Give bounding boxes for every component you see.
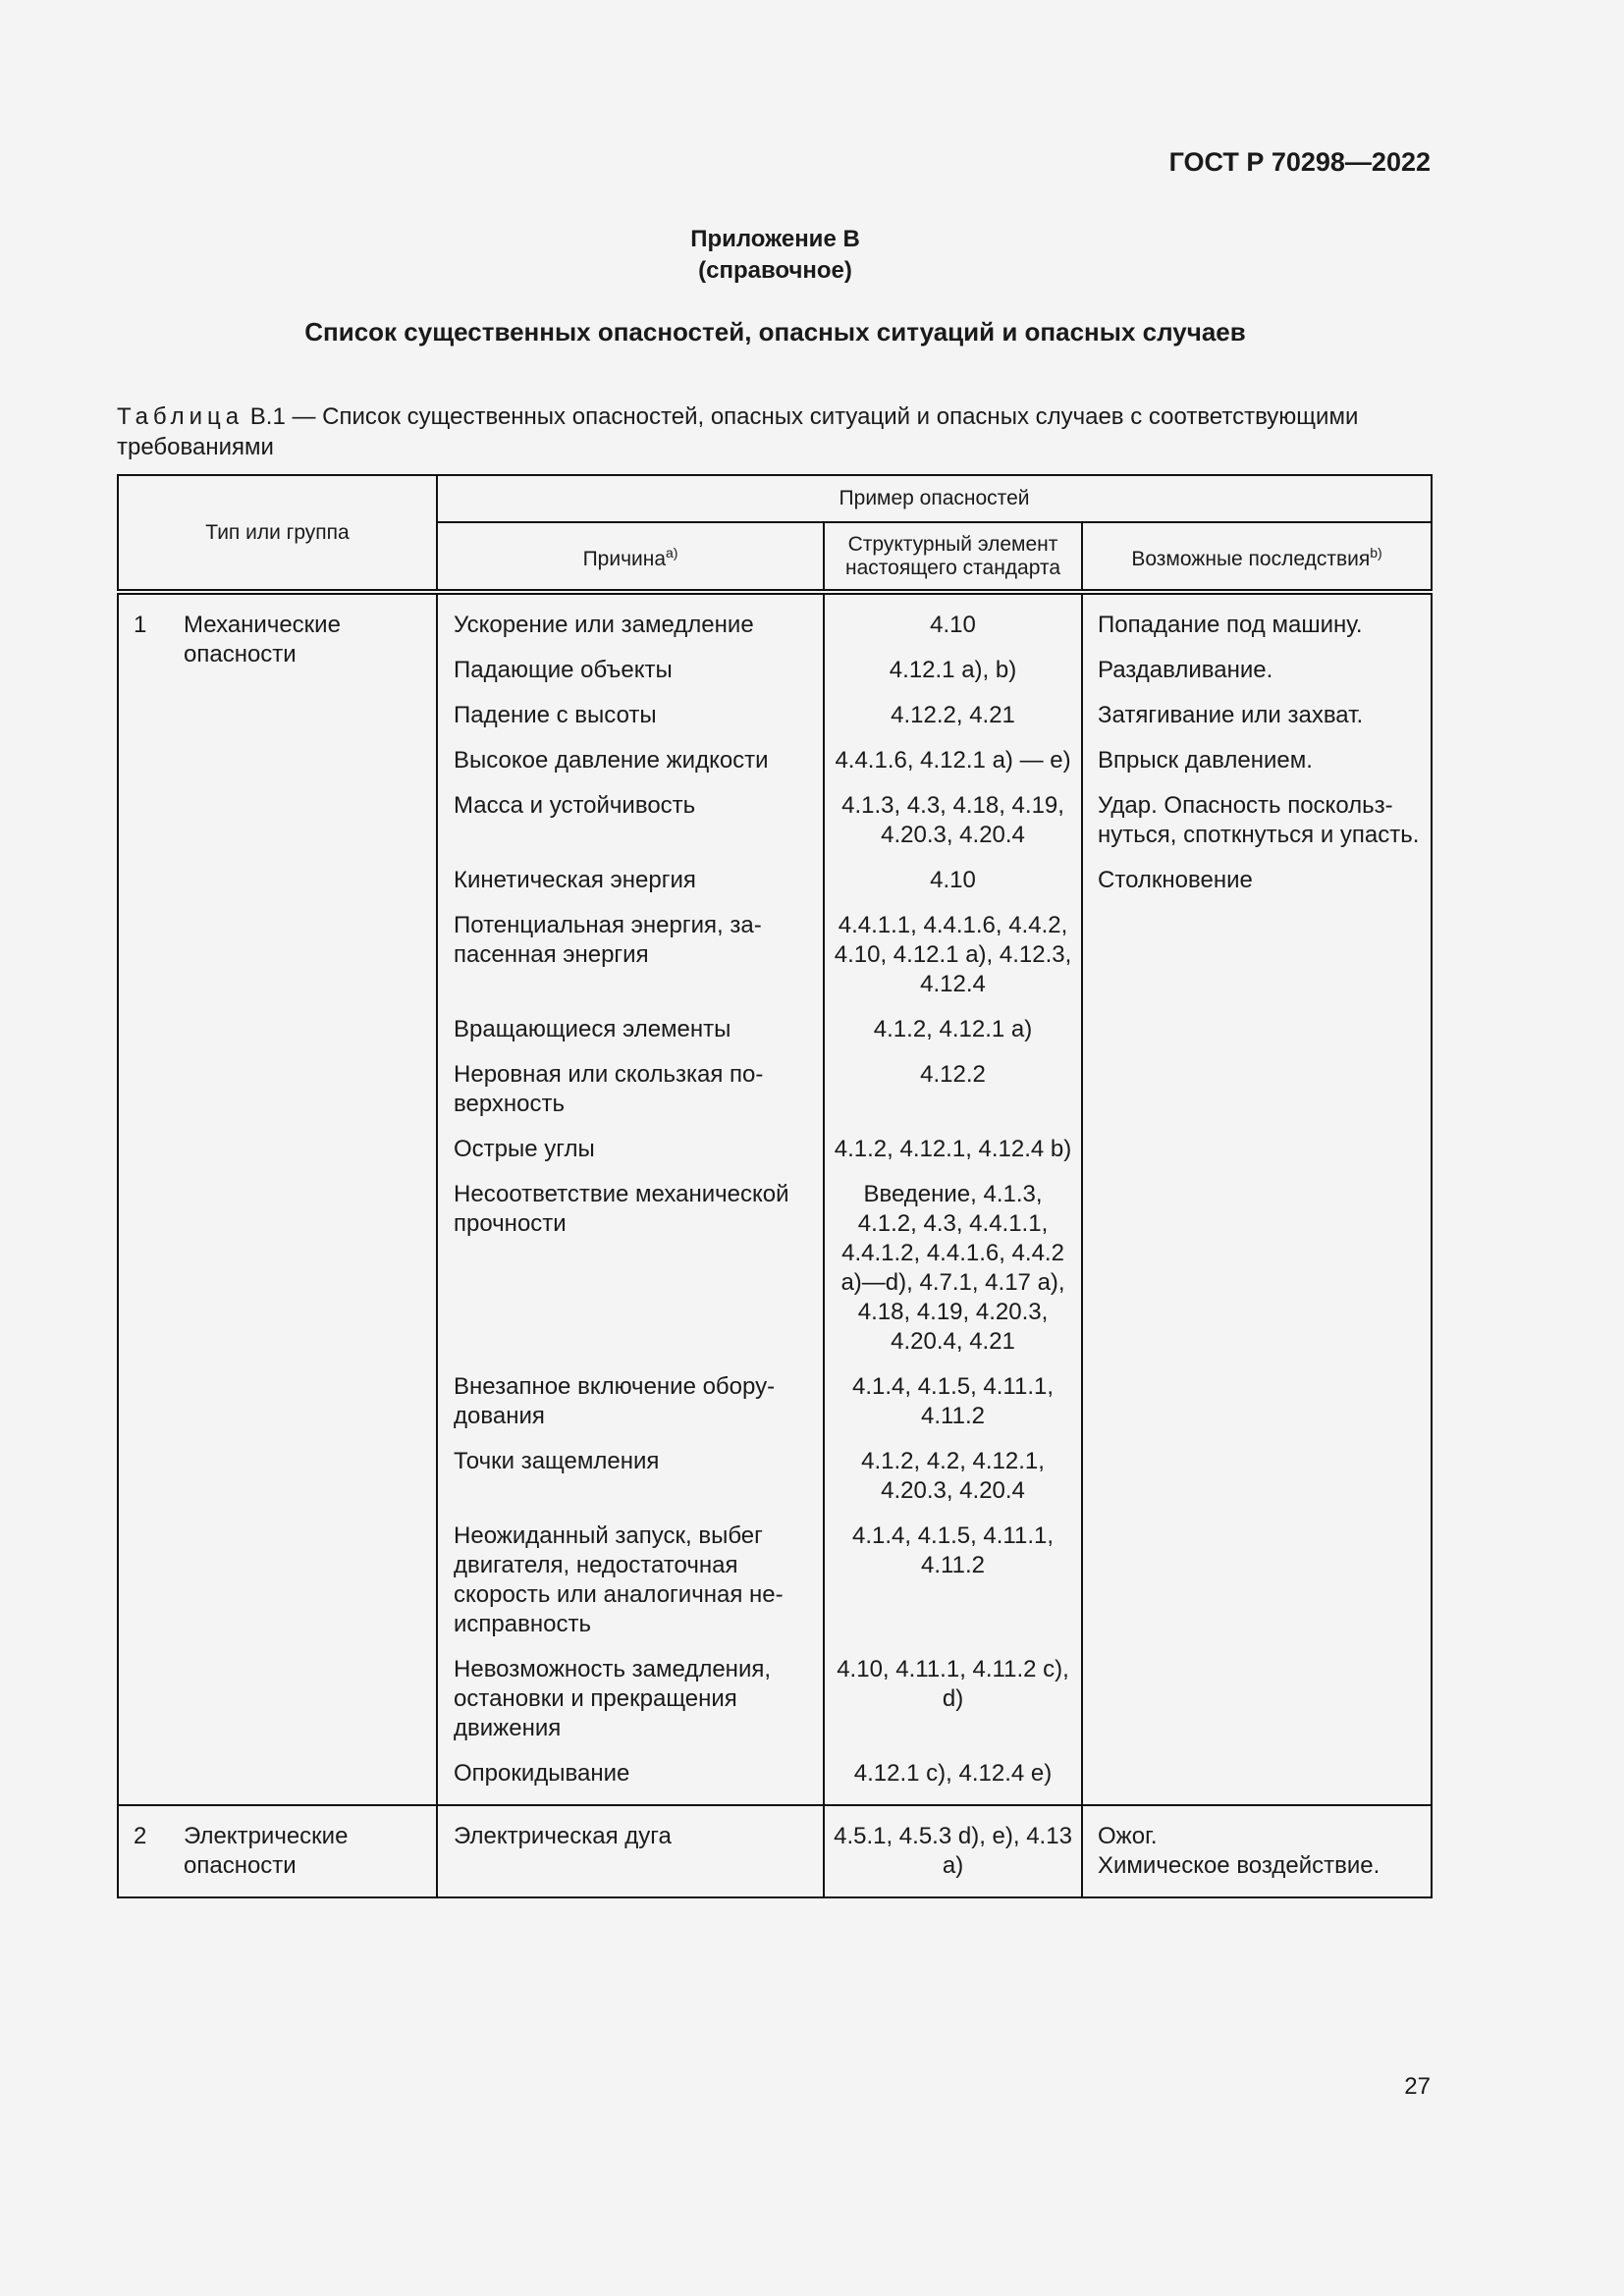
consequence-cell — [1082, 1639, 1432, 1743]
structural-element-cell: 4.10 — [824, 850, 1082, 895]
document-code: ГОСТ Р 70298—2022 — [1168, 147, 1431, 177]
cause-cell: Падение с высоты — [437, 685, 824, 730]
page-number: 27 — [1404, 2073, 1431, 2100]
table-row — [118, 1805, 1432, 1897]
cause-cell: Вращающиеся элементы — [437, 999, 824, 1044]
cause-cell: Неровная или скользкая поверхность — [437, 1044, 824, 1119]
structural-element-cell: 4.10 — [824, 592, 1082, 640]
cause-cell: Потенциальная энергия, запасенная энергия — [437, 895, 824, 999]
structural-element-cell: Введение, 4.1.3, 4.1.2, 4.3, 4.4.1.1, 4.4.1.2, 4.4.1.6, 4.4.2 a)—d), 4.7.1, 4.17 a), 4.18, 4.19, 4.20.3, 4.20.4, 4.21 — [824, 1164, 1082, 1357]
appendix-title: Приложение В — [690, 226, 860, 252]
structural-element-cell: 4.4.1.6, 4.12.1 a) — e) — [824, 730, 1082, 775]
appendix-heading — [0, 224, 1550, 287]
structural-element-cell: 4.12.2 — [824, 1044, 1082, 1119]
cause-cell: Невозможность замедления, остановки и прекращения движения — [437, 1639, 824, 1743]
structural-element-cell: 4.4.1.1, 4.4.1.6, 4.4.2, 4.10, 4.12.1 a), 4.12.3, 4.12.4 — [824, 895, 1082, 999]
group-number: 1 — [118, 592, 184, 1805]
consequence-cell — [1082, 1119, 1432, 1164]
group-name: Электрические опасности — [184, 1805, 437, 1897]
consequence-cell: Ожог. Химическое воздействие. — [1082, 1805, 1432, 1897]
cause-cell: Электрическая дуга — [437, 1805, 824, 1897]
consequence-cell: Впрыск давлением. — [1082, 730, 1432, 775]
header-hazard-example: Пример опасностей — [437, 475, 1432, 522]
cause-cell: Масса и устойчивость — [437, 775, 824, 850]
consequence-cell — [1082, 895, 1432, 999]
header-consequences: Возможные последствия$^{b)}$ — [1082, 522, 1432, 592]
consequence-cell — [1082, 999, 1432, 1044]
consequence-cell — [1082, 1164, 1432, 1357]
table-caption-label: Таблица — [117, 403, 244, 430]
structural-element-cell: 4.12.2, 4.21 — [824, 685, 1082, 730]
hazards-table — [117, 474, 1433, 1898]
cause-cell: Неожиданный запуск, выбег двигателя, недостаточная скорость или аналогичная неисправность — [437, 1506, 824, 1639]
consequence-cell: Раздавливание. — [1082, 640, 1432, 685]
consequence-cell — [1082, 1357, 1432, 1431]
appendix-subtitle: (справочное) — [698, 257, 852, 284]
cause-cell: Точки защемления — [437, 1431, 824, 1506]
cause-cell: Падающие объекты — [437, 640, 824, 685]
cause-cell: Ускорение или замедление — [437, 592, 824, 640]
consequence-cell — [1082, 1431, 1432, 1506]
structural-element-cell: 4.1.4, 4.1.5, 4.11.1, 4.11.2 — [824, 1357, 1082, 1431]
cause-cell: Острые углы — [437, 1119, 824, 1164]
main-title: Список существенных опасностей, опасных ситуаций и опасных случаев — [304, 317, 1246, 347]
consequence-cell: Попадание под машину. — [1082, 592, 1432, 640]
cause-cell: Опрокидывание — [437, 1743, 824, 1805]
consequence-cell — [1082, 1506, 1432, 1639]
structural-element-cell: 4.10, 4.11.1, 4.11.2 c), d) — [824, 1639, 1082, 1743]
consequence-cell: Удар. Опасность поскользнуться, споткнуться и упасть. — [1082, 775, 1432, 850]
structural-element-cell: 4.5.1, 4.5.3 d), e), 4.13 a) — [824, 1805, 1082, 1897]
header-structural-element: Структурный элемент настоящего стандарта — [824, 522, 1082, 592]
structural-element-cell: 4.12.1 a), b) — [824, 640, 1082, 685]
cause-cell: Несоответствие механической прочности — [437, 1164, 824, 1357]
consequence-cell: Столкновение — [1082, 850, 1432, 895]
structural-element-cell: 4.1.2, 4.2, 4.12.1, 4.20.3, 4.20.4 — [824, 1431, 1082, 1506]
structural-element-cell: 4.1.2, 4.12.1, 4.12.4 b) — [824, 1119, 1082, 1164]
group-number: 2 — [118, 1805, 184, 1897]
structural-element-cell: 4.1.4, 4.1.5, 4.11.1, 4.11.2 — [824, 1506, 1082, 1639]
consequence-cell: Затягивание или захват. — [1082, 685, 1432, 730]
table-caption — [117, 401, 1431, 462]
header-type-or-group: Тип или группа — [118, 475, 437, 592]
group-name: Механические опасности — [184, 592, 437, 1805]
cause-cell: Высокое давление жидкости — [437, 730, 824, 775]
table-caption-text: В.1 — Список существенных опасностей, опасных ситуаций и опасных случаев с соответствующими требованиями — [117, 403, 1359, 460]
structural-element-cell: 4.1.2, 4.12.1 a) — [824, 999, 1082, 1044]
structural-element-cell: 4.12.1 c), 4.12.4 e) — [824, 1743, 1082, 1805]
table-row — [118, 592, 1432, 640]
structural-element-cell: 4.1.3, 4.3, 4.18, 4.19, 4.20.3, 4.20.4 — [824, 775, 1082, 850]
consequence-cell — [1082, 1044, 1432, 1119]
header-cause: Причина$^{а)}$ — [437, 522, 824, 592]
consequence-cell — [1082, 1743, 1432, 1805]
cause-cell: Внезапное включение оборудования — [437, 1357, 824, 1431]
cause-cell: Кинетическая энергия — [437, 850, 824, 895]
